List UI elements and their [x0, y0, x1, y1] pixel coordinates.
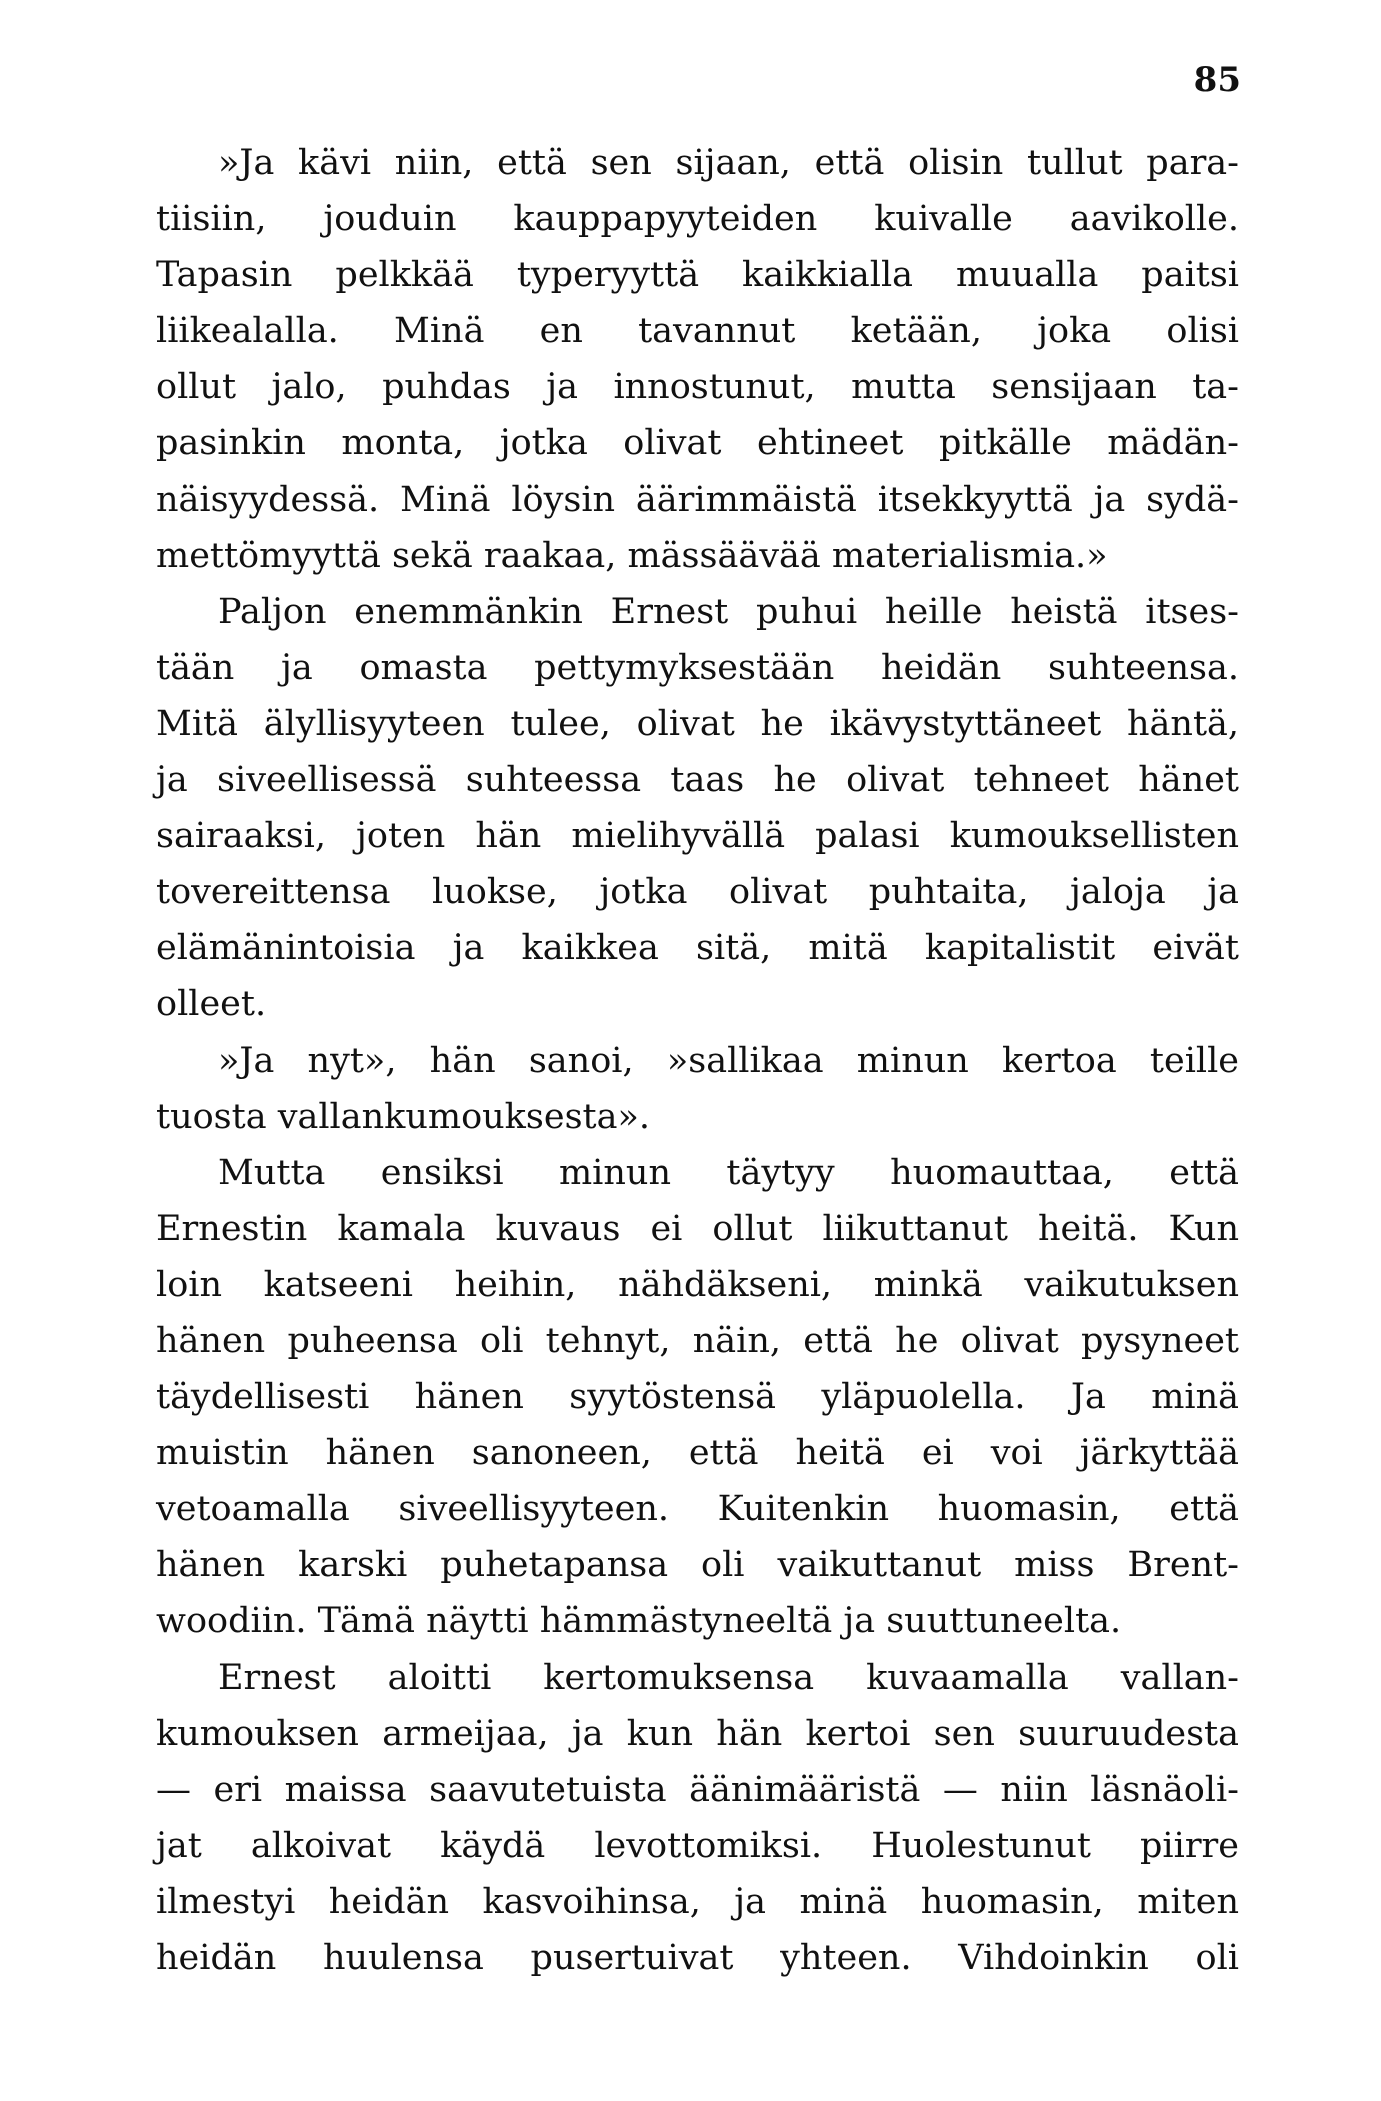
text-line: hänen puheensa oli tehnyt, näin, että he olivat pysyneet	[156, 1320, 1239, 1361]
text-line: tään ja omasta pettymyksestään heidän suhteensa.	[156, 647, 1239, 688]
text-line: hänen karski puhetapansa oli vaikuttanut miss Brent-	[156, 1545, 1239, 1586]
text-line: Tapasin pelkkää typeryyttä kaikkialla muualla paitsi	[156, 255, 1239, 296]
text-line: näisyydessä. Minä löysin äärimmäistä itsekkyyttä ja sydä-	[156, 479, 1239, 520]
text-line: mettömyyttä sekä raakaa, mässäävää materialismia.»	[156, 535, 1108, 576]
text-line: liikealalla. Minä en tavannut ketään, joka olisi	[156, 311, 1239, 352]
text-line: woodiin. Tämä näytti hämmästyneeltä ja suuttuneelta.	[156, 1601, 1122, 1642]
text-line: vetoamalla siveellisyyteen. Kuitenkin huomasin, että	[156, 1489, 1239, 1530]
text-line: jat alkoivat käydä levottomiksi. Huolestunut piirre	[156, 1825, 1239, 1866]
text-line: tuosta vallankumouksesta».	[156, 1096, 650, 1137]
text-line: ja siveellisessä suhteessa taas he olivat tehneet hänet	[156, 760, 1239, 801]
text-line: Paljon enemmänkin Ernest puhui heille heistä itses-	[218, 591, 1239, 632]
text-line: heidän huulensa pusertuivat yhteen. Vihdoinkin oli	[156, 1938, 1239, 1978]
text-line: ilmestyi heidän kasvoihinsa, ja minä huomasin, miten	[156, 1881, 1239, 1922]
text-line: olleet.	[156, 984, 267, 1025]
page-number: 85	[1193, 60, 1241, 100]
body-text	[156, 135, 1239, 1986]
text-line: elämänintoisia ja kaikkea sitä, mitä kapitalistit eivät	[156, 928, 1239, 969]
text-line: täydellisesti hänen syytöstensä yläpuolella. Ja minä	[156, 1377, 1239, 1418]
text-line: Mutta ensiksi minun täytyy huomauttaa, että	[218, 1152, 1239, 1193]
text-line: Mitä älyllisyyteen tulee, olivat he ikävystyttäneet häntä,	[156, 703, 1239, 744]
text-line: tiisiin, jouduin kauppapyyteiden kuivalle aavikolle.	[156, 199, 1239, 240]
text-line: »Ja kävi niin, että sen sijaan, että olisin tullut para-	[218, 143, 1239, 183]
text-line: kumouksen armeijaa, ja kun hän kertoi sen suuruudesta	[156, 1713, 1239, 1754]
text-line: loin katseeni heihin, nähdäkseni, minkä vaikutuksen	[156, 1264, 1239, 1305]
text-line: sairaaksi, joten hän mielihyvällä palasi kumouksellisten	[156, 816, 1239, 857]
text-line: tovereittensa luokse, jotka olivat puhtaita, jaloja ja	[156, 872, 1239, 913]
text-line: muistin hänen sanoneen, että heitä ei voi järkyttää	[156, 1433, 1239, 1474]
text-line: pasinkin monta, jotka olivat ehtineet pitkälle mädän-	[156, 423, 1239, 464]
text-line: Ernestin kamala kuvaus ei ollut liikuttanut heitä. Kun	[156, 1208, 1239, 1249]
text-line: — eri maissa saavutetuista äänimääristä — niin läsnäoli-	[156, 1769, 1239, 1810]
text-line: »Ja nyt», hän sanoi, »sallikaa minun kertoa teille	[218, 1040, 1239, 1081]
text-line: ollut jalo, puhdas ja innostunut, mutta sensijaan ta-	[156, 367, 1239, 408]
text-line: Ernest aloitti kertomuksensa kuvaamalla vallan-	[218, 1657, 1239, 1698]
